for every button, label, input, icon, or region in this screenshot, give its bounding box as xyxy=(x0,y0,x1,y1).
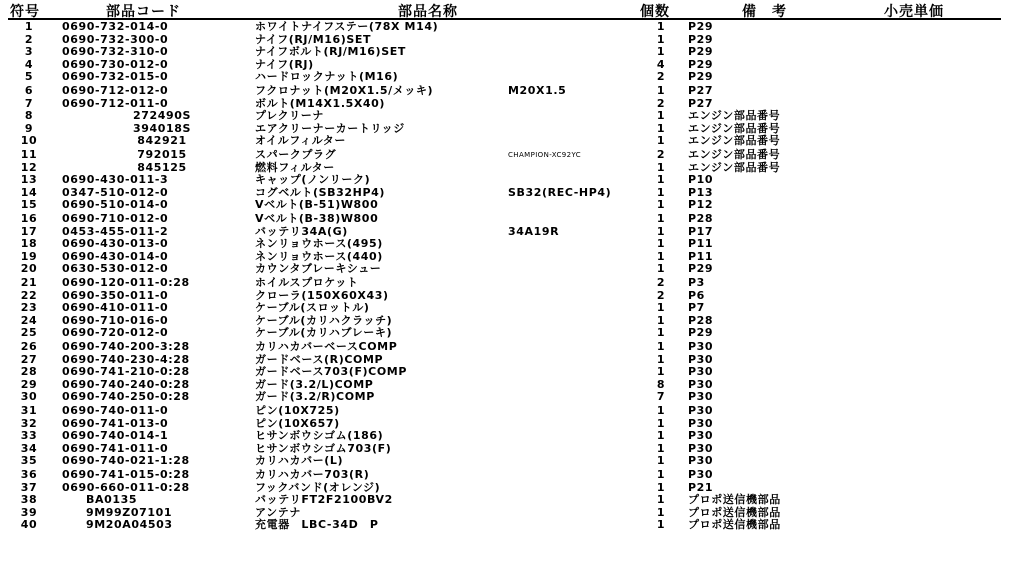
part-quantity: 2 xyxy=(656,288,666,302)
part-remarks: P10 xyxy=(688,173,714,187)
part-quantity: 2 xyxy=(656,70,666,84)
part-spec: SB32(REC-HP4) xyxy=(508,185,612,199)
part-number: 24 xyxy=(20,313,38,327)
part-quantity: 2 xyxy=(656,276,666,289)
row-group xyxy=(0,149,1009,213)
part-number: 31 xyxy=(20,404,38,417)
part-name: ホイルスプロケット xyxy=(255,276,359,289)
part-name: ナイフ(RJ) xyxy=(255,57,314,71)
part-remarks: P29 xyxy=(688,32,714,46)
part-remarks: P17 xyxy=(688,224,714,238)
part-name: アンテナ xyxy=(255,505,301,519)
part-number: 1 xyxy=(24,20,34,33)
header-price: 小売単価 xyxy=(884,4,944,20)
table-row xyxy=(0,277,1009,290)
part-quantity: 8 xyxy=(656,377,666,391)
part-remarks: エンジン部品番号 xyxy=(688,134,781,148)
table-row xyxy=(0,494,1009,507)
part-code: 394018S xyxy=(132,121,192,135)
table-row xyxy=(0,213,1009,226)
part-code: 0690-120-011-0:28 xyxy=(62,276,190,289)
part-quantity: 1 xyxy=(656,454,666,468)
table-row xyxy=(0,327,1009,340)
part-code: 0690-732-300-0 xyxy=(62,32,169,46)
table-row xyxy=(0,405,1009,418)
part-quantity: 1 xyxy=(656,237,666,251)
part-name: バッテリFT2F2100BV2 xyxy=(255,493,393,507)
table-row xyxy=(0,71,1009,84)
row-group xyxy=(0,21,1009,85)
part-remarks: P29 xyxy=(688,20,714,33)
part-name: 燃料フィルター xyxy=(255,160,335,174)
part-number: 17 xyxy=(20,224,38,238)
part-code: 0690-430-013-0 xyxy=(62,237,169,251)
table-row xyxy=(0,238,1009,251)
part-code: 0690-710-012-0 xyxy=(62,212,169,225)
part-spec: CHAMPION-XC92YC xyxy=(508,151,582,159)
part-name: カウンタブレーキシュー xyxy=(255,262,382,276)
part-name: キャップ(ノンリーク) xyxy=(255,173,371,187)
part-name: ガードベース(R)COMP xyxy=(255,352,384,366)
part-number: 36 xyxy=(20,468,38,481)
part-code: 0690-732-310-0 xyxy=(62,45,169,59)
part-number: 27 xyxy=(20,352,38,366)
part-code: 0690-741-015-0:28 xyxy=(62,468,190,481)
part-quantity: 1 xyxy=(656,365,666,379)
part-quantity: 1 xyxy=(656,313,666,327)
part-number: 39 xyxy=(20,505,38,519)
part-code: 0690-732-015-0 xyxy=(62,70,169,84)
part-name: エアクリーナーカートリッジ xyxy=(255,121,405,135)
part-number: 12 xyxy=(20,160,38,174)
part-code: 0630-530-012-0 xyxy=(62,262,169,276)
table-row xyxy=(0,469,1009,482)
part-remarks: P28 xyxy=(688,313,714,327)
part-spec: 34A19R xyxy=(508,224,560,238)
part-name: スパークプラグ xyxy=(255,148,337,161)
part-number: 34 xyxy=(20,441,38,455)
part-number: 30 xyxy=(20,390,38,404)
part-name: クローラ(150X60X43) xyxy=(255,288,389,302)
part-remarks: P30 xyxy=(688,416,714,430)
part-number: 15 xyxy=(20,198,38,212)
part-code: 0690-740-200-3:28 xyxy=(62,340,190,353)
part-code: 272490S xyxy=(132,109,192,123)
part-quantity: 1 xyxy=(656,84,666,97)
part-quantity: 1 xyxy=(656,262,666,276)
part-remarks: P7 xyxy=(688,301,705,315)
row-group xyxy=(0,468,1009,532)
table-row xyxy=(0,455,1009,468)
part-quantity: 2 xyxy=(656,148,666,161)
table-row xyxy=(0,341,1009,354)
part-code: 0690-741-011-0 xyxy=(62,441,169,455)
part-spec: M20X1.5 xyxy=(508,84,567,97)
table-row xyxy=(0,482,1009,495)
part-quantity: 1 xyxy=(656,134,666,148)
part-code: 0690-430-011-3 xyxy=(62,173,169,187)
table-row xyxy=(0,46,1009,59)
part-code: 0690-730-012-0 xyxy=(62,57,169,71)
table-row xyxy=(0,110,1009,123)
part-code: 0453-455-011-2 xyxy=(62,224,169,238)
part-number: 23 xyxy=(20,301,38,315)
part-remarks: P29 xyxy=(688,57,714,71)
part-remarks: P13 xyxy=(688,185,714,199)
part-quantity: 1 xyxy=(656,301,666,315)
table-row xyxy=(0,149,1009,162)
part-number: 38 xyxy=(20,493,38,507)
part-quantity: 1 xyxy=(656,109,666,123)
table-row xyxy=(0,174,1009,187)
part-name: ピン(10X657) xyxy=(255,416,340,430)
part-name: ホワイトナイフステー(78X M14) xyxy=(255,20,439,33)
part-remarks: エンジン部品番号 xyxy=(688,109,781,123)
part-number: 2 xyxy=(24,32,34,46)
part-code: 0690-710-016-0 xyxy=(62,313,169,327)
header-name: 部品名称 xyxy=(398,4,458,20)
part-remarks: P30 xyxy=(688,468,714,481)
part-number: 35 xyxy=(20,454,38,468)
table-row xyxy=(0,366,1009,379)
table-row xyxy=(0,263,1009,276)
part-name: ボルト(M14X1.5X40) xyxy=(255,96,386,110)
part-remarks: P29 xyxy=(688,326,714,340)
part-name: ナイフボルト(RJ/M16)SET xyxy=(255,45,406,59)
part-number: 21 xyxy=(20,276,38,289)
part-number: 18 xyxy=(20,237,38,251)
part-remarks: P30 xyxy=(688,454,714,468)
part-remarks: エンジン部品番号 xyxy=(688,160,781,174)
part-number: 7 xyxy=(24,96,34,110)
part-quantity: 4 xyxy=(656,57,666,71)
part-quantity: 1 xyxy=(656,429,666,443)
part-name: オイルフィルター xyxy=(255,134,346,148)
part-quantity: 1 xyxy=(656,441,666,455)
part-remarks: P30 xyxy=(688,441,714,455)
part-quantity: 1 xyxy=(656,173,666,187)
part-number: 4 xyxy=(24,57,34,71)
part-name: プレクリーナ xyxy=(255,109,324,123)
part-remarks: P27 xyxy=(688,84,714,97)
part-code: 9M20A04503 xyxy=(86,518,173,532)
part-name: ピン(10X725) xyxy=(255,404,340,417)
table-header xyxy=(0,0,1009,20)
part-quantity: 1 xyxy=(656,121,666,135)
header-code: 部品コード xyxy=(106,4,181,20)
part-code: 0690-712-011-0 xyxy=(62,96,169,110)
part-remarks: プロポ送信機部品 xyxy=(688,505,781,519)
part-number: 3 xyxy=(24,45,34,59)
part-quantity: 1 xyxy=(656,493,666,507)
part-remarks: P12 xyxy=(688,198,714,212)
part-name: ヒサンボウシゴム(186) xyxy=(255,429,384,443)
part-name: Vベルト(B-38)W800 xyxy=(255,212,379,225)
part-quantity: 1 xyxy=(656,249,666,263)
part-remarks: プロポ送信機部品 xyxy=(688,518,781,532)
part-number: 26 xyxy=(20,340,38,353)
part-name: ガード(3.2/L)COMP xyxy=(255,377,374,391)
table-row xyxy=(0,199,1009,212)
part-code: 0690-741-013-0 xyxy=(62,416,169,430)
part-quantity: 1 xyxy=(656,505,666,519)
part-remarks: P28 xyxy=(688,212,714,225)
part-quantity: 1 xyxy=(656,352,666,366)
part-code: 0690-430-014-0 xyxy=(62,249,169,263)
part-remarks: P30 xyxy=(688,340,714,353)
part-remarks: エンジン部品番号 xyxy=(688,148,781,161)
part-code: 0690-741-210-0:28 xyxy=(62,365,190,379)
part-number: 19 xyxy=(20,249,38,263)
part-name: フックバンド(オレンジ) xyxy=(255,480,381,494)
part-code: 0690-720-012-0 xyxy=(62,326,169,340)
part-code: 0690-350-011-0 xyxy=(62,288,169,302)
part-name: カリハカバーベースCOMP xyxy=(255,340,398,353)
table-row xyxy=(0,135,1009,148)
header-no: 符号 xyxy=(10,4,40,20)
table-row xyxy=(0,85,1009,98)
part-quantity: 1 xyxy=(656,468,666,481)
part-number: 20 xyxy=(20,262,38,276)
part-code: 0690-740-011-0 xyxy=(62,404,169,417)
part-number: 10 xyxy=(20,134,38,148)
part-name: ケーブル(カリハクラッチ) xyxy=(255,313,393,327)
part-remarks: P30 xyxy=(688,365,714,379)
part-number: 8 xyxy=(24,109,34,123)
part-code: 842921 xyxy=(137,134,187,148)
part-name: フクロナット(M20X1.5/メッキ) xyxy=(255,84,434,97)
part-name: ケーブル(スロットル) xyxy=(255,301,370,315)
part-quantity: 1 xyxy=(656,340,666,353)
row-group xyxy=(0,85,1009,149)
row-group xyxy=(0,277,1009,341)
part-code: 0347-510-012-0 xyxy=(62,185,169,199)
row-group xyxy=(0,405,1009,469)
part-code: 0690-732-014-0 xyxy=(62,20,169,33)
part-quantity: 1 xyxy=(656,404,666,417)
part-number: 16 xyxy=(20,212,38,225)
part-quantity: 1 xyxy=(656,480,666,494)
part-number: 14 xyxy=(20,185,38,199)
part-name: ガード(3.2/R)COMP xyxy=(255,390,375,404)
part-remarks: P30 xyxy=(688,429,714,443)
part-code: 792015 xyxy=(137,148,187,161)
part-name: カリハカバー(L) xyxy=(255,454,344,468)
part-code: BA0135 xyxy=(86,493,138,507)
part-number: 13 xyxy=(20,173,38,187)
table-row xyxy=(0,391,1009,404)
table-row xyxy=(0,302,1009,315)
part-quantity: 7 xyxy=(656,390,666,404)
part-number: 5 xyxy=(24,70,34,84)
table-row xyxy=(0,519,1009,532)
part-code: 845125 xyxy=(137,160,187,174)
part-number: 37 xyxy=(20,480,38,494)
part-remarks: P30 xyxy=(688,390,714,404)
part-name: コグベルト(SB32HP4) xyxy=(255,185,385,199)
part-name: ハードロックナット(M16) xyxy=(255,70,399,84)
part-number: 25 xyxy=(20,326,38,340)
part-remarks: P30 xyxy=(688,377,714,391)
part-quantity: 1 xyxy=(656,416,666,430)
part-quantity: 1 xyxy=(656,160,666,174)
part-remarks: P27 xyxy=(688,96,714,110)
part-name: ナイフ(RJ/M16)SET xyxy=(255,32,372,46)
row-group xyxy=(0,341,1009,405)
part-number: 6 xyxy=(24,84,34,97)
part-quantity: 1 xyxy=(656,326,666,340)
part-number: 22 xyxy=(20,288,38,302)
part-name: ネンリョウホース(495) xyxy=(255,237,383,251)
part-name: ネンリョウホース(440) xyxy=(255,249,383,263)
part-remarks: P29 xyxy=(688,70,714,84)
part-quantity: 1 xyxy=(656,45,666,59)
part-name: バッテリ34A(G) xyxy=(255,224,348,238)
part-code: 0690-660-011-0:28 xyxy=(62,480,190,494)
part-code: 0690-712-012-0 xyxy=(62,84,169,97)
part-remarks: プロポ送信機部品 xyxy=(688,493,781,507)
part-remarks: P11 xyxy=(688,237,714,251)
table-row xyxy=(0,21,1009,34)
part-code: 0690-510-014-0 xyxy=(62,198,169,212)
part-name: 充電器 LBC-34D P xyxy=(255,518,379,532)
part-number: 33 xyxy=(20,429,38,443)
part-quantity: 1 xyxy=(656,198,666,212)
part-quantity: 2 xyxy=(656,96,666,110)
part-quantity: 1 xyxy=(656,32,666,46)
part-quantity: 1 xyxy=(656,20,666,33)
part-number: 9 xyxy=(24,121,34,135)
part-number: 40 xyxy=(20,518,38,532)
part-quantity: 1 xyxy=(656,518,666,532)
part-remarks: P6 xyxy=(688,288,705,302)
parts-table-body xyxy=(0,20,1009,532)
part-number: 11 xyxy=(20,148,38,161)
table-row xyxy=(0,430,1009,443)
part-remarks: エンジン部品番号 xyxy=(688,121,781,135)
part-code: 9M99Z07101 xyxy=(86,505,173,519)
part-name: ガードベース703(F)COMP xyxy=(255,365,408,379)
part-remarks: P30 xyxy=(688,352,714,366)
part-code: 0690-740-240-0:28 xyxy=(62,377,190,391)
part-remarks: P11 xyxy=(688,249,714,263)
part-remarks: P21 xyxy=(688,480,714,494)
part-quantity: 1 xyxy=(656,185,666,199)
part-remarks: P29 xyxy=(688,45,714,59)
part-remarks: P29 xyxy=(688,262,714,276)
part-number: 29 xyxy=(20,377,38,391)
header-remarks: 備 考 xyxy=(742,4,787,20)
part-code: 0690-740-021-1:28 xyxy=(62,454,190,468)
part-remarks: P3 xyxy=(688,276,705,289)
part-number: 28 xyxy=(20,365,38,379)
part-code: 0690-410-011-0 xyxy=(62,301,169,315)
part-code: 0690-740-230-4:28 xyxy=(62,352,190,366)
part-name: カリハカバー703(R) xyxy=(255,468,370,481)
header-qty: 個数 xyxy=(640,4,670,20)
row-group xyxy=(0,213,1009,277)
part-quantity: 1 xyxy=(656,224,666,238)
part-quantity: 1 xyxy=(656,212,666,225)
part-name: Vベルト(B-51)W800 xyxy=(255,198,379,212)
part-number: 32 xyxy=(20,416,38,430)
part-code: 0690-740-014-1 xyxy=(62,429,169,443)
part-remarks: P30 xyxy=(688,404,714,417)
part-code: 0690-740-250-0:28 xyxy=(62,390,190,404)
part-name: ヒサンボウシゴム703(F) xyxy=(255,441,392,455)
part-name: ケーブル(カリハブレーキ) xyxy=(255,326,393,340)
